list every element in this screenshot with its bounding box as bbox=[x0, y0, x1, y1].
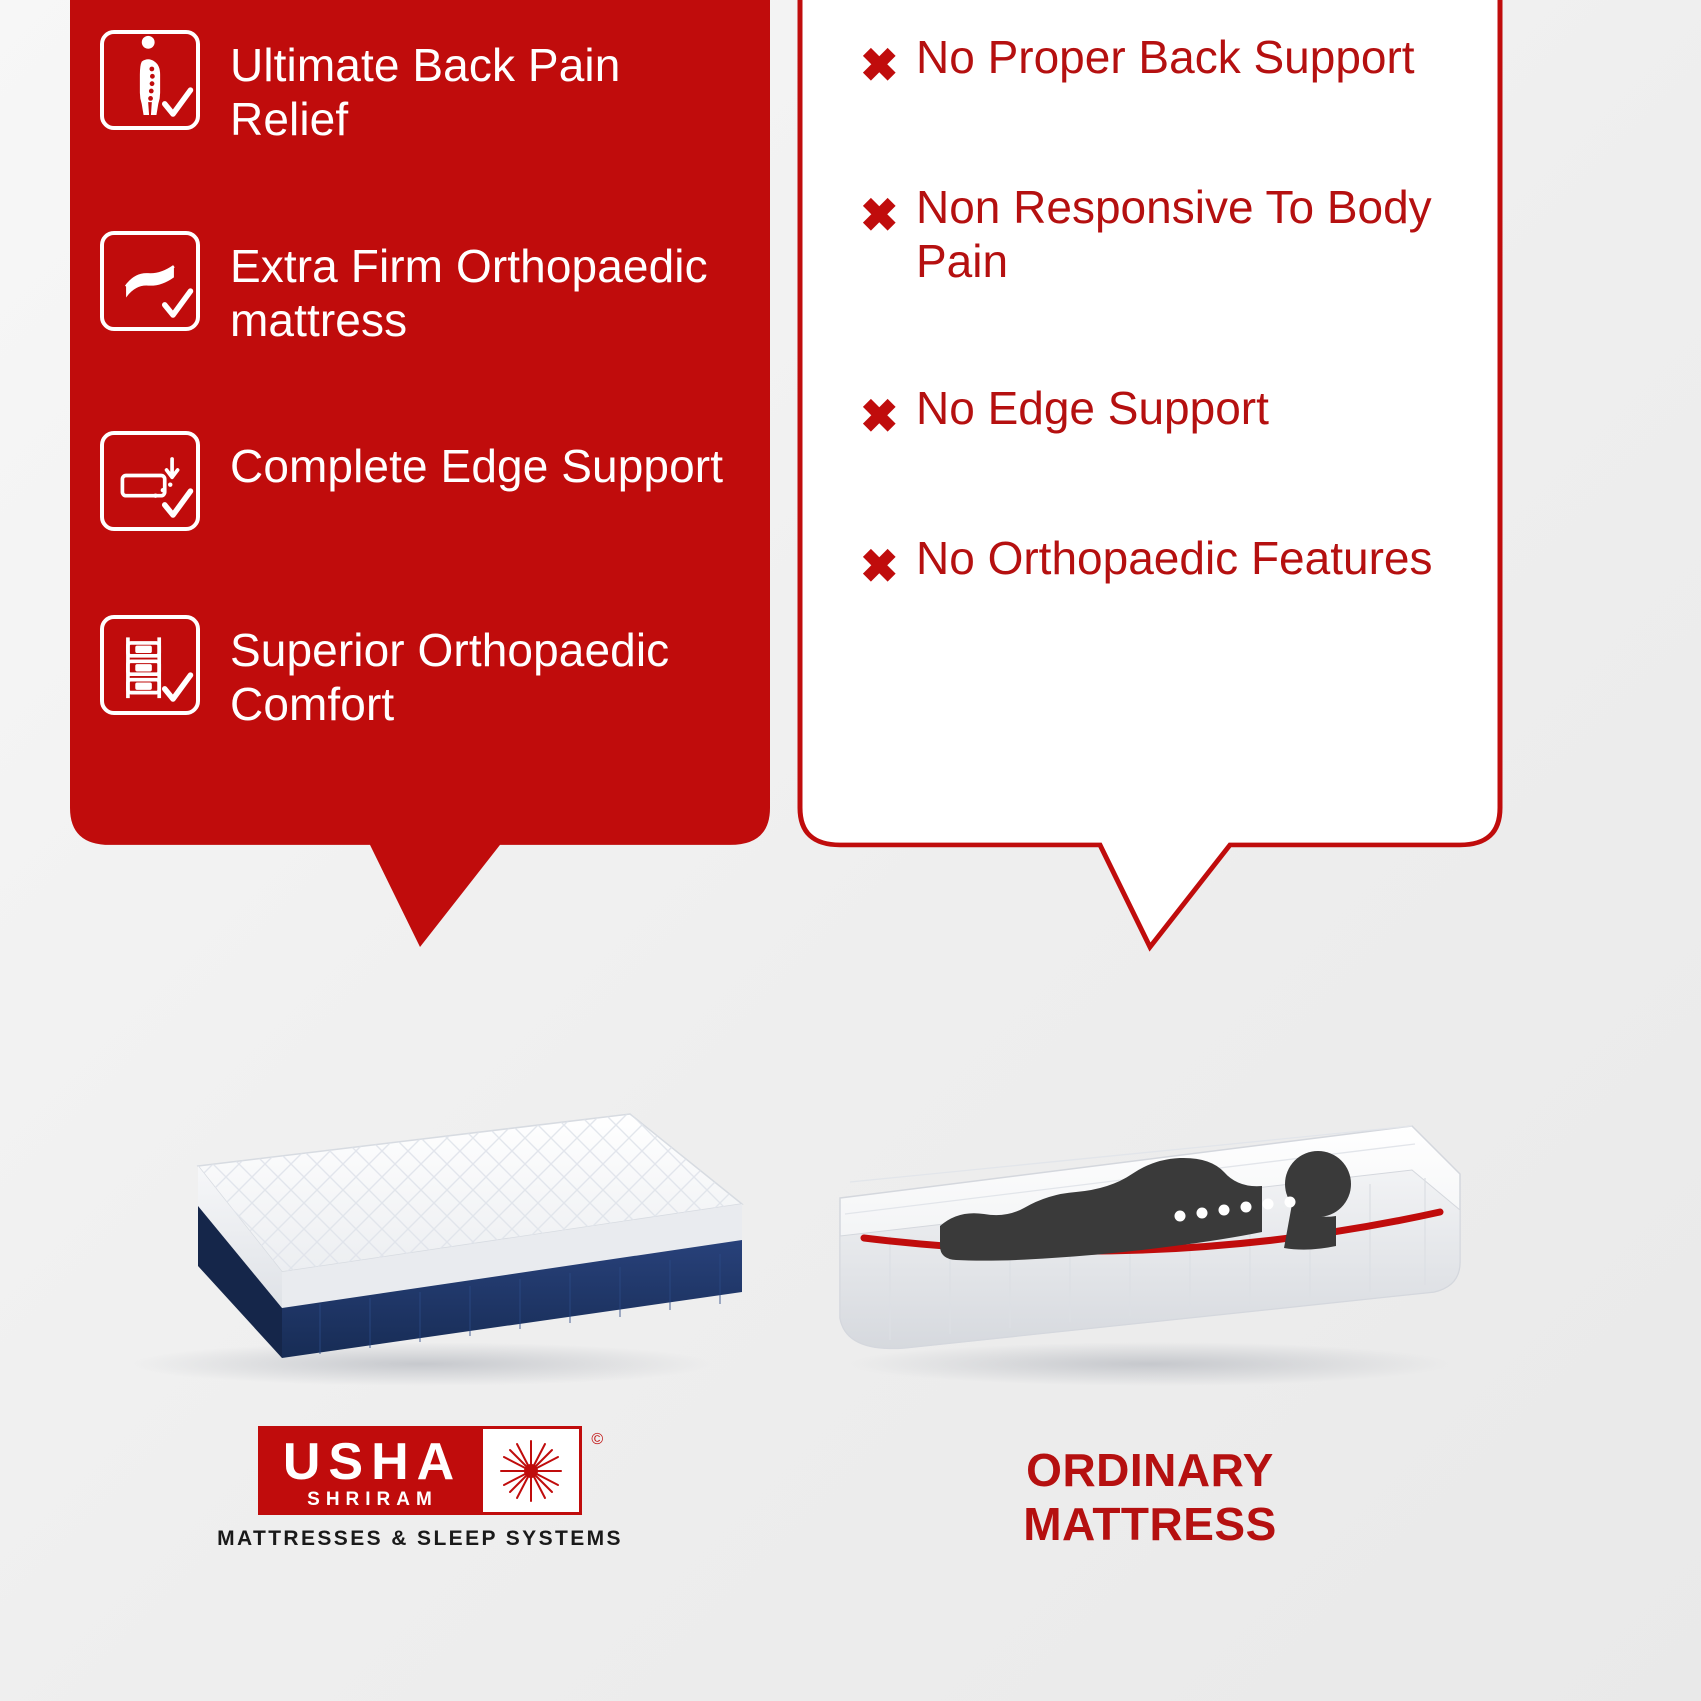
logo-brand-text: USHA bbox=[282, 1433, 463, 1492]
sun-burst-icon bbox=[480, 1429, 604, 1512]
drawback-item-edge-support bbox=[860, 381, 1470, 442]
benefit-item-back-pain bbox=[100, 30, 740, 147]
usha-shriram-logo bbox=[70, 1426, 770, 1551]
ordinary-mattress-caption bbox=[800, 1444, 1500, 1551]
benefit-item-extra-firm bbox=[100, 231, 740, 348]
benefit-label: Ultimate Back Pain Relief bbox=[230, 39, 621, 146]
benefit-item-edge-support bbox=[100, 431, 740, 531]
drawback-item-non-responsive bbox=[860, 180, 1470, 289]
spine-posture-icon bbox=[100, 30, 200, 130]
spring-coils-icon bbox=[100, 615, 200, 715]
usha-shriram-mattress-image bbox=[70, 1056, 770, 1386]
drawback-item-back-support bbox=[860, 30, 1470, 91]
drawback-label: Non Responsive To Body Pain bbox=[916, 181, 1432, 288]
copyright-mark: © bbox=[591, 1431, 604, 1449]
drawbacks-panel-content bbox=[800, 0, 1500, 592]
caption-line-1: ORDINARY bbox=[1026, 1444, 1274, 1497]
drawbacks-list bbox=[830, 30, 1470, 592]
benefit-label: Superior Orthopaedic Comfort bbox=[230, 624, 670, 731]
cross-icon: ✖ bbox=[860, 39, 899, 91]
logo-subbrand-text: SHRIRAM bbox=[307, 1489, 438, 1511]
benefits-panel-content bbox=[70, 0, 770, 732]
benefit-item-orthopaedic-comfort bbox=[100, 615, 740, 732]
benefit-label: Extra Firm Orthopaedic mattress bbox=[230, 239, 708, 346]
caption-line-2: MATTRESS bbox=[1023, 1497, 1277, 1550]
drawback-label: No Proper Back Support bbox=[916, 31, 1415, 83]
logo-row bbox=[258, 1426, 604, 1515]
ordinary-product-block bbox=[800, 1056, 1500, 1551]
logo-brand-box bbox=[261, 1429, 480, 1512]
benefits-panel bbox=[70, 0, 770, 947]
drawback-label: No Edge Support bbox=[916, 381, 1269, 434]
usha-product-block bbox=[70, 1056, 770, 1551]
drawbacks-panel bbox=[800, 0, 1500, 947]
ordinary-mattress-image bbox=[800, 1056, 1500, 1386]
cross-icon: ✖ bbox=[860, 189, 899, 241]
mattress-layers-icon bbox=[100, 231, 200, 331]
drawback-label: No Orthopaedic Features bbox=[916, 531, 1433, 584]
cross-icon: ✖ bbox=[860, 539, 899, 592]
benefits-list bbox=[100, 30, 740, 732]
edge-support-icon bbox=[100, 431, 200, 531]
drawback-item-no-ortho bbox=[860, 531, 1470, 592]
cross-icon: ✖ bbox=[860, 389, 899, 442]
benefit-label: Complete Edge Support bbox=[230, 440, 724, 493]
logo-tagline: MATTRESSES & SLEEP SYSTEMS bbox=[217, 1527, 623, 1550]
